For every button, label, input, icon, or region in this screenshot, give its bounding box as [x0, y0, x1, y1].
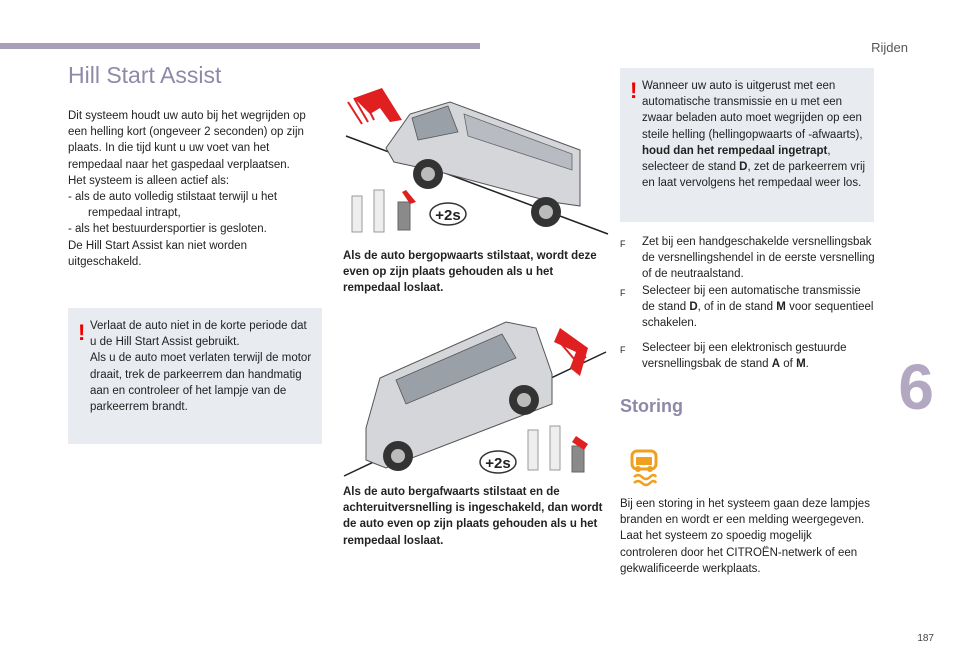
pedals-icon: [352, 190, 416, 232]
warning-box-leave-vehicle: [68, 308, 322, 444]
intro-paragraph: Dit systeem houdt uw auto bij het wegrijden op een helling kort (ongeveer 2 seconden) op zijn plaats. In die tijd kunt u uw voet van het rempedaal naar het gaspedaal verplaatsen.: [68, 110, 306, 171]
downhill-illustration: [340, 318, 610, 480]
page-number: 187: [917, 633, 934, 644]
warning-exclamation-icon: !: [78, 320, 86, 345]
timer-badge: [430, 203, 466, 225]
instruction-list: [620, 234, 876, 331]
list-item: F Selecteer bij een elektronisch gestuurde versnellingsbak de stand A of M.: [620, 340, 876, 372]
section-name: Rijden: [871, 40, 908, 55]
warning-box-automatic-transmission: [620, 68, 874, 222]
van-uphill-icon: [386, 102, 580, 227]
pedals-icon: [528, 426, 588, 472]
intro-condition-item: - als de auto volledig stilstaat terwijl u het rempedaal intrapt,: [68, 191, 278, 220]
timer-label: +2s: [435, 207, 461, 224]
hill-assist-warning-icon: [628, 447, 660, 487]
bullet-marker: F: [620, 287, 626, 298]
warning-exclamation-icon: !: [630, 78, 638, 103]
uphill-arrow-icon: [348, 88, 402, 124]
van-downhill-icon: [366, 322, 552, 471]
warning-text: Wanneer uw auto is uitgerust met een automatische transmissie en u met een zwaar beladen auto moet wegrijden op een steile helling (hellingopwaarts of -afwaarts), houd dan het rempedaal ingetrapt, selecteer de stand D, zet de parkeerrem vrij en laat vervolgens het rempedaal weer los.: [642, 80, 866, 190]
list-item: F Selecteer bij een automatische transmissie de stand D, of in de stand M voor sequentieel schakelen.: [620, 283, 876, 332]
intro-text: [68, 108, 320, 270]
warning-text: Als u de auto moet verlaten terwijl de motor draait, trek de parkeerrem dan handmatig aan en controleer of het lampje van de parkeerrem brandt.: [90, 352, 312, 414]
timer-badge: [480, 451, 516, 473]
page-title: Hill Start Assist: [68, 62, 222, 88]
warning-text: Verlaat de auto niet in de korte periode dat u de Hill Start Assist gebruikt.: [90, 320, 307, 349]
fault-description: Bij een storing in het systeem gaan deze lampjes branden en wordt er een melding weergegeven. Laat het systeem zo spoedig mogelijk controleren door het CITROËN-netwerk of een gekwalificeerde werkplaats.: [620, 498, 870, 575]
uphill-illustration: [340, 84, 610, 244]
intro-condition-item: - als het bestuurdersportier is gesloten.: [68, 223, 267, 236]
intro-note: De Hill Start Assist kan niet worden uitgeschakeld.: [68, 239, 247, 268]
bullet-marker: F: [620, 239, 626, 249]
bullet-marker: F: [620, 345, 626, 355]
caption-uphill: Als de auto bergopwaarts stilstaat, wordt deze even op zijn plaats gehouden als u het rempedaal loslaat.: [343, 250, 597, 295]
intro-condition-heading: Het systeem is alleen actief als:: [68, 174, 230, 187]
chapter-number: 6: [898, 351, 934, 423]
downhill-arrow-icon: [554, 328, 588, 376]
instruction-list: [620, 340, 876, 372]
header-bar: [0, 43, 480, 49]
caption-downhill: Als de auto bergafwaarts stilstaat en de achteruitversnelling is ingeschakeld, dan wordt de auto even op zijn plaats gehouden als u het rempedaal loslaat.: [343, 486, 603, 547]
section-heading-storing: Storing: [620, 396, 683, 416]
timer-label: +2s: [485, 455, 511, 472]
list-item: F Zet bij een handgeschakelde versnellingsbak de versnellingshendel in de eerste versnelling of de neutraalstand.: [620, 234, 876, 283]
